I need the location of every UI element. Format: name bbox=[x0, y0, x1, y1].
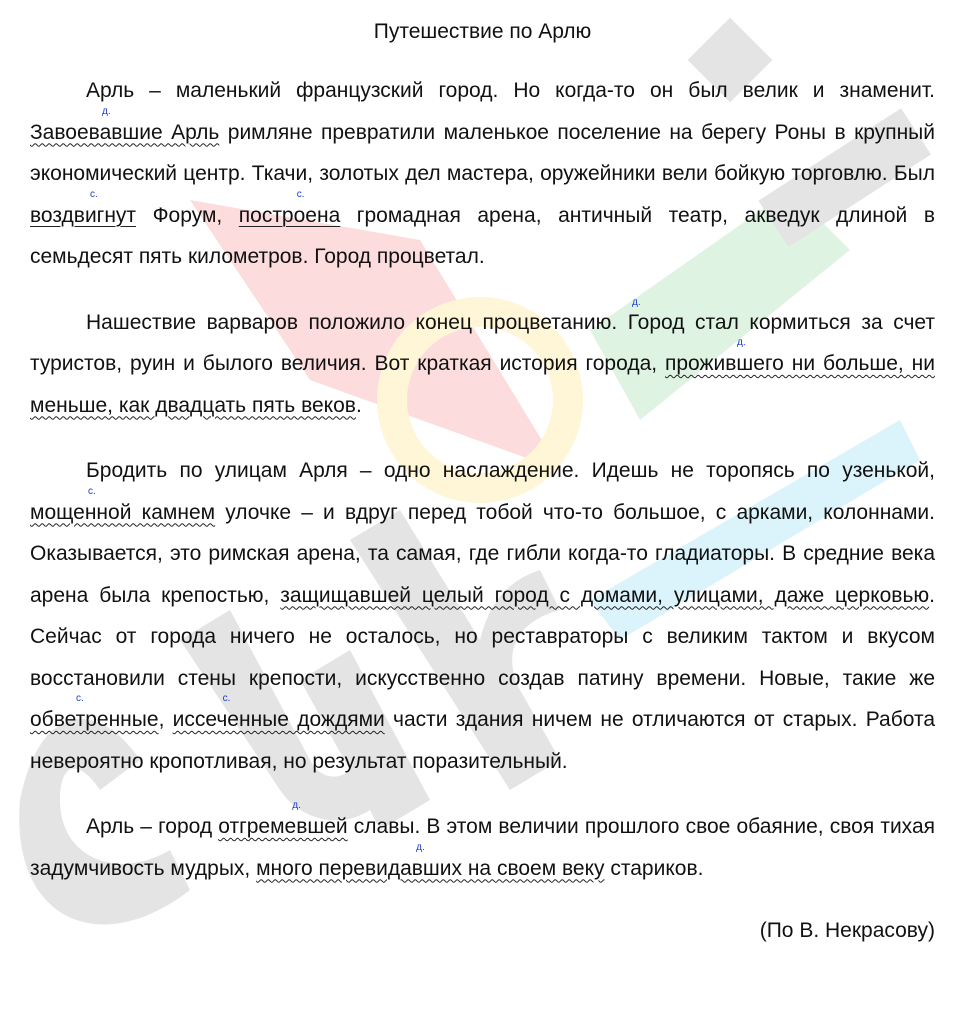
author-attribution: (По В. Некрасову) bbox=[759, 919, 935, 942]
phrase-text: мощенной камнем bbox=[30, 500, 216, 524]
text: римляне превратили маленькое поселение на берегу Роны в крупный экономический центр. Ткачи, золотых дел мастера, оружейники вели бойкую торговлю. Был bbox=[30, 120, 936, 185]
predicate bbox=[30, 188, 137, 227]
phrase-marker: д. bbox=[102, 105, 111, 117]
phrase-text: защищавшей целый город с домами, улицами, даже церковью bbox=[280, 583, 930, 607]
participle-marker: с. bbox=[76, 693, 84, 704]
phrase-marker: с. bbox=[88, 485, 96, 497]
text: стариков. bbox=[604, 856, 704, 880]
participle-phrase bbox=[30, 485, 216, 524]
text: . bbox=[355, 393, 362, 417]
participle-phrase bbox=[256, 841, 605, 880]
text: части здания ничем не отличаются от старых. Работа невероятно кропотливая, но результат поразительный. bbox=[30, 708, 936, 773]
phrase-text: Завоевавшие Арль bbox=[30, 120, 220, 144]
participle-phrase bbox=[30, 105, 220, 144]
phrase-text: много перевидавших на своем веку bbox=[256, 856, 605, 880]
text: Форум, bbox=[136, 203, 239, 227]
text: Арль – маленький французский город. Но когда-то он был велик и знаменит. bbox=[86, 79, 935, 102]
paragraph-4 bbox=[30, 800, 935, 889]
participle-text: отгремевшей bbox=[218, 815, 348, 838]
text: Арль – город bbox=[86, 815, 219, 838]
text: , bbox=[158, 708, 173, 731]
paragraph-2 bbox=[30, 297, 935, 427]
paragraph-3 bbox=[30, 450, 935, 782]
phrase-marker: д. bbox=[632, 297, 641, 308]
text: Нашествие варваров положило конец процветанию. Город стал кормиться за счет туристов, руин и былого величия. Вот краткая история города, bbox=[30, 310, 935, 375]
predicate-marker: с. bbox=[296, 188, 305, 200]
predicate-text: воздвигнут bbox=[30, 203, 137, 227]
participle bbox=[30, 693, 159, 731]
participle-marker: д. bbox=[292, 800, 301, 811]
phrase-marker: с. bbox=[222, 693, 231, 704]
predicate bbox=[238, 188, 341, 227]
document-title: Путешествие по Арлю bbox=[373, 20, 592, 43]
phrase-marker: д. bbox=[737, 337, 746, 348]
document bbox=[30, 0, 935, 947]
text: улочке – и вдруг перед тобой что-то большое, с арками, колоннами. Оказывается, это римская арена, та самая, где гибли когда-то гладиаторы. В средние века арена была крепостью, bbox=[30, 500, 935, 607]
paragraph-1 bbox=[30, 70, 935, 278]
predicate-text: построена bbox=[238, 203, 341, 227]
participle-phrase bbox=[280, 584, 929, 607]
text: громадная арена, античный театр, акведук длиной в семьдесят пять километров. Город процветал. bbox=[30, 203, 935, 268]
phrase-marker: д. bbox=[416, 841, 425, 853]
predicate-marker: с. bbox=[90, 188, 98, 200]
text: Бродить по улицам Арля – одно наслаждение. Идешь не торопясь по узенькой, bbox=[86, 459, 935, 482]
participle-phrase bbox=[172, 693, 385, 731]
participle-text: обветренные bbox=[30, 708, 159, 731]
text: славы. В этом величии прошлого свое обаяние, своя тихая задумчивость мудрых, bbox=[30, 815, 935, 880]
participle bbox=[218, 800, 348, 838]
phrase-text: прожившего ни больше, ни меньше, как двадцать пять веков bbox=[30, 352, 935, 417]
text: . Сейчас от города ничего не осталось, но реставраторы с великим тактом и вкусом восстановили стены крепости, искусственно создав патину времени. Новые, такие же bbox=[30, 583, 935, 690]
phrase-text: иссеченные дождями bbox=[172, 708, 385, 731]
